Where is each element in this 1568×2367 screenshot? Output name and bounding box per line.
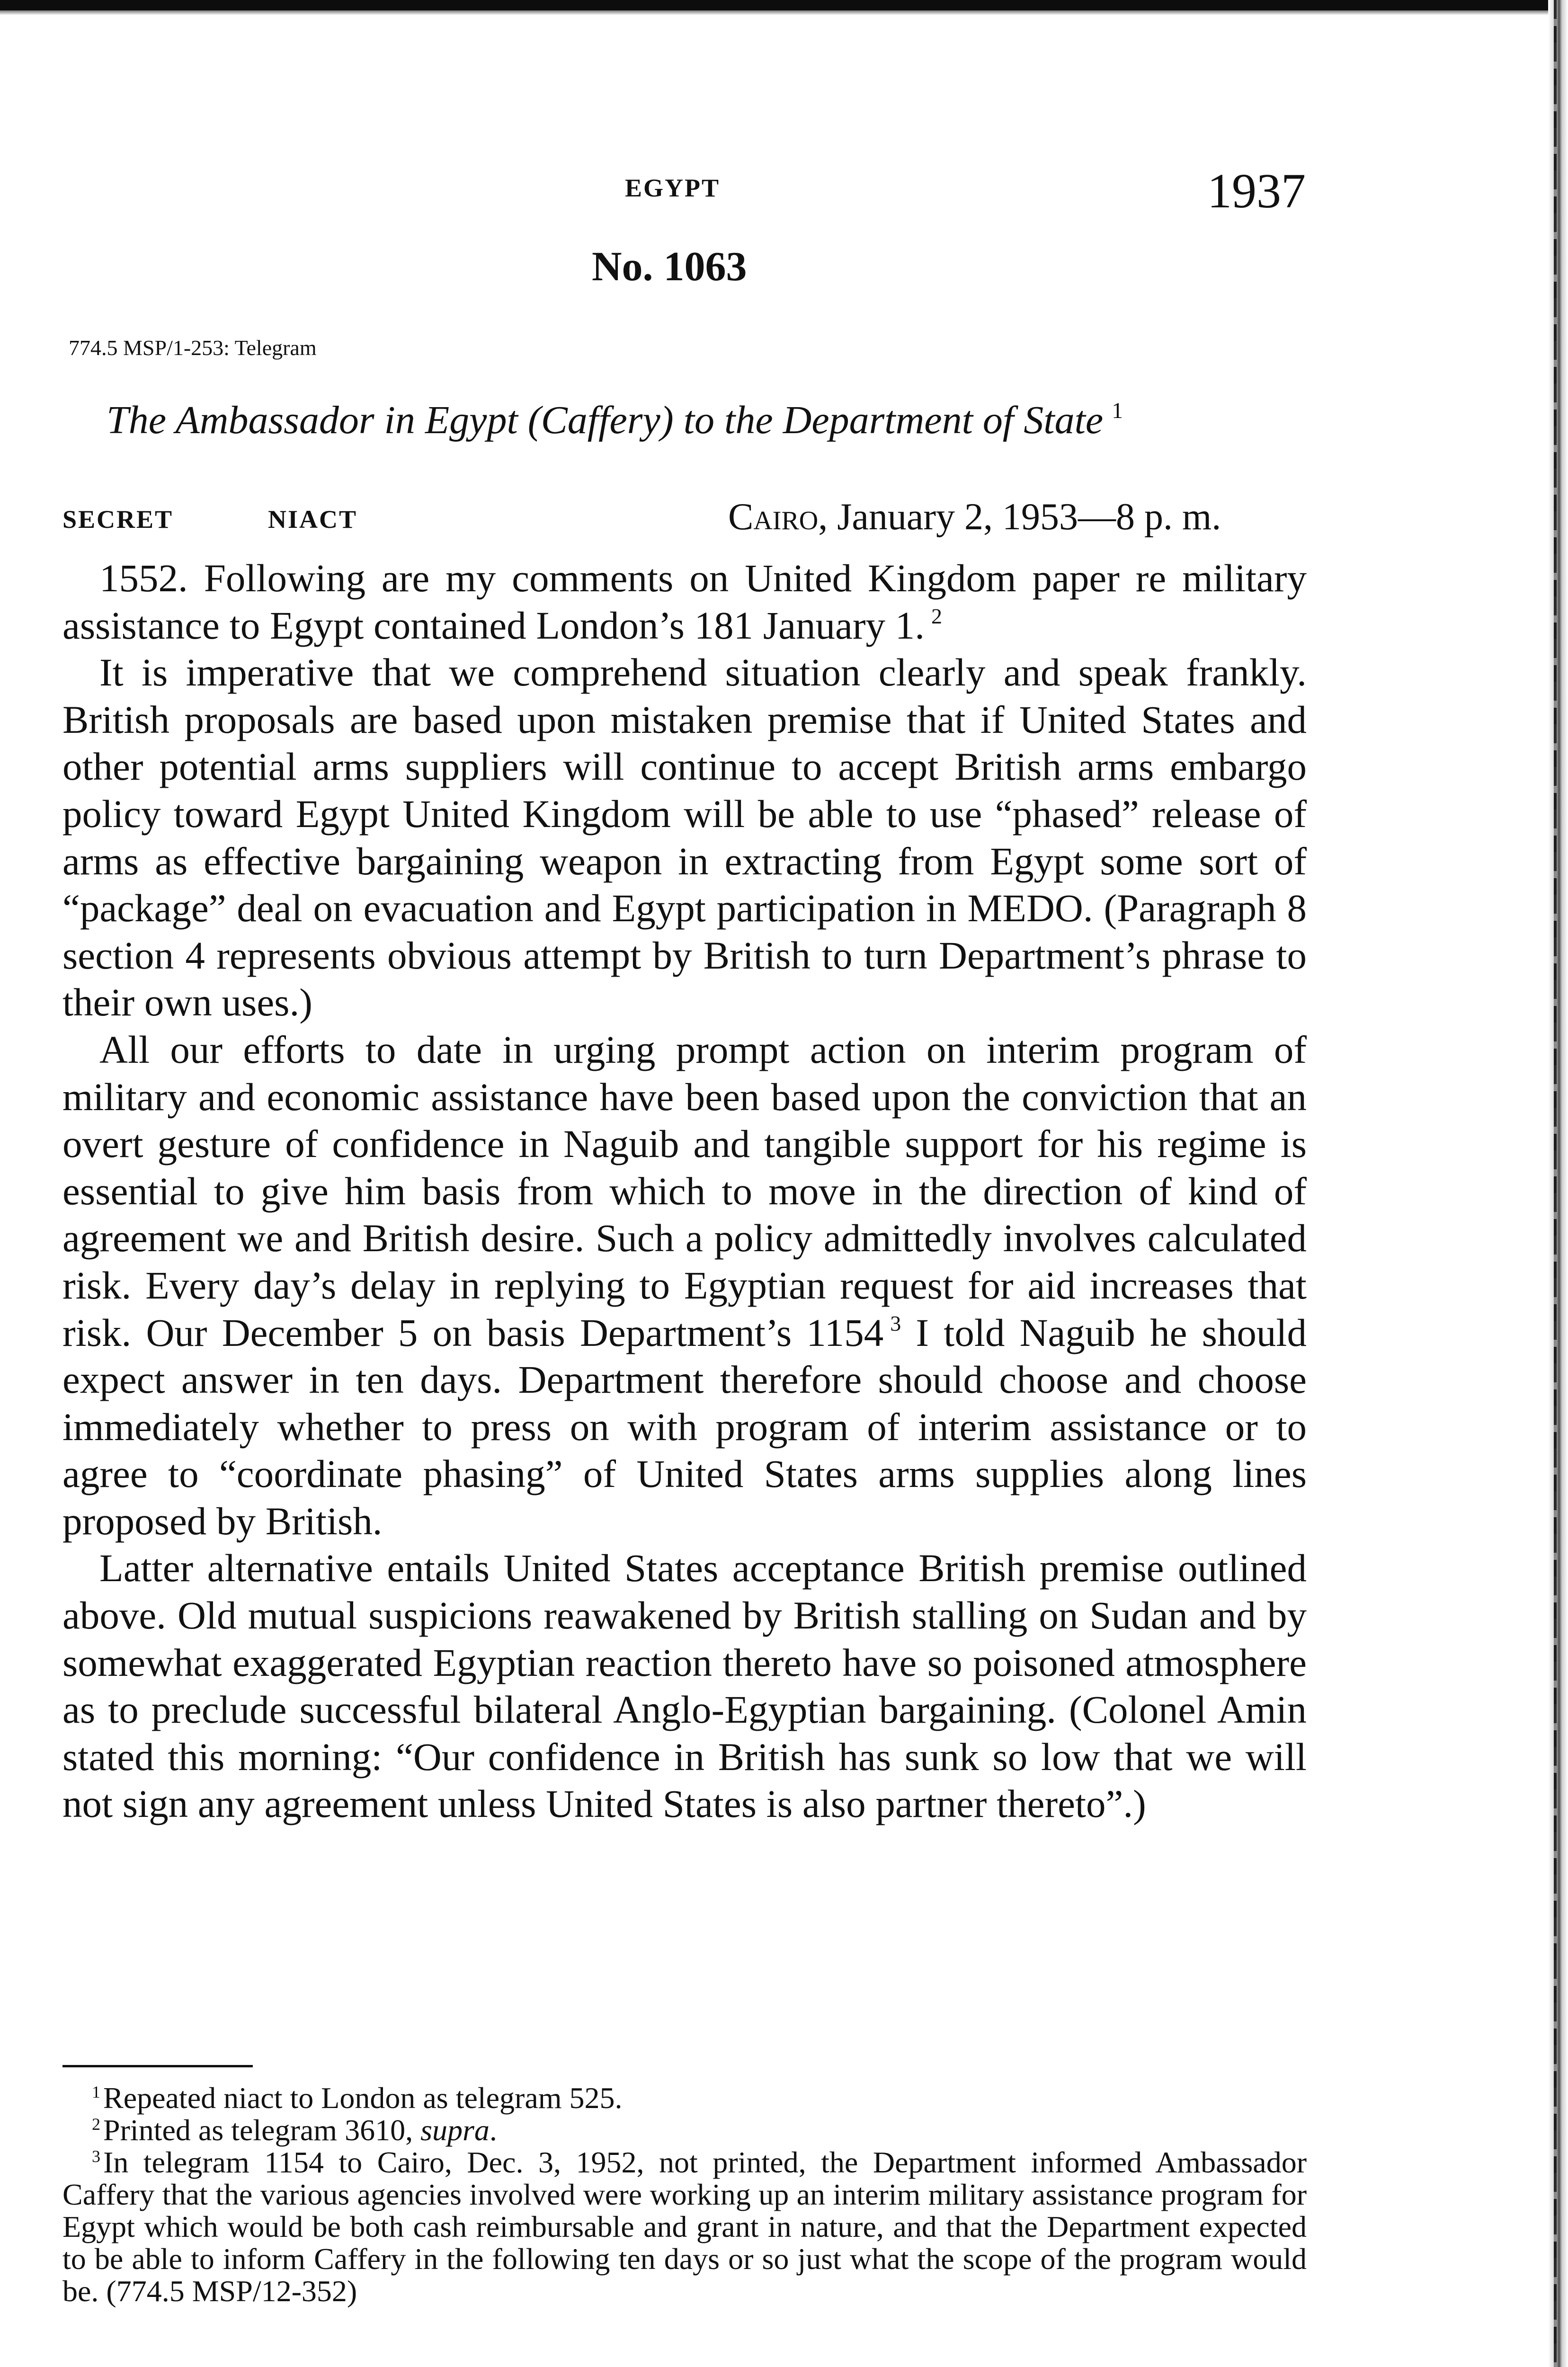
telegram-body (62, 555, 1307, 1828)
footnote-divider (62, 2065, 253, 2067)
footnote-2-after: . (489, 2113, 497, 2147)
paragraph-1-text: 1552. Following are my comments on United Kingdom paper re military assistance to Egypt contained London’s 181 January 1. (62, 556, 1307, 647)
paragraph-3 (62, 1026, 1307, 1545)
document-title (107, 397, 1337, 445)
footnote-ref-3: 3 (890, 1311, 901, 1335)
footnote-3 (62, 2146, 1307, 2307)
footnote-1-text: Repeated niact to London as telegram 525. (103, 2081, 623, 2115)
dateline-place: Cairo (728, 496, 819, 538)
paragraph-4 (62, 1545, 1307, 1828)
running-head: EGYPT (625, 174, 721, 202)
document-number: No. 1063 (592, 244, 747, 290)
footnote-2-italic: supra (420, 2113, 490, 2147)
scan-top-edge-shadow (0, 10, 1568, 15)
paragraph-3-text-b: I told Naguib he should expect answer in ten days. Department therefore should choose and choose immediately whether to press on with program of interim assistance or to agree to “coordinate phasing” of United States arms supplies along lines proposed by British. (62, 1310, 1307, 1543)
classification-label: SECRET (62, 505, 174, 534)
paragraph-2 (62, 649, 1307, 1026)
footnote-3-text: In telegram 1154 to Cairo, Dec. 3, 1952, not printed, the Department informed Ambassador Caffery that the various agencies involved were working up an interim military assistance program for Egypt which would be both cash reimbursable and grant in nature, and that the Department expected to be able to inform Caffery in the following ten days or so just what the scope of the program would be. (774.5 MSP/12-352) (62, 2145, 1307, 2308)
footnote-3-mark: 3 (92, 2147, 100, 2166)
footnote-ref-1: 1 (1112, 398, 1123, 423)
footnote-2 (62, 2114, 1307, 2146)
paragraph-1 (62, 555, 1307, 649)
footnote-2-mark: 2 (92, 2115, 100, 2134)
document-title-text: The Ambassador in Egypt (Caffery) to the Department of State (107, 398, 1104, 442)
footnote-ref-2: 2 (931, 604, 943, 628)
dateline-date: , January 2, 1953—8 p. m. (818, 496, 1221, 538)
paragraph-4-text: Latter alternative entails United States acceptance British premise outlined above. Old mutual suspicions reawakened by British stalling on Sudan and by somewhat exaggerated Egyptian reaction thereto have so poisoned atmosphere as to preclude successful bilateral Anglo-Egyptian bargaining. (Colonel Amin stated this morning: “Our confidence in British has sunk so low that we will not sign any agreement unless United States is also partner thereto”.) (62, 1546, 1307, 1826)
paragraph-3-text-a: All our efforts to date in urging prompt action on interim program of military and economic assistance have been based upon the conviction that an overt gesture of confidence in Naguib and tangible support for his regime is essential to give him basis from which to move in the direction of kind of agreement we and British desire. Such a policy admittedly involves calculated risk. Every day’s delay in replying to Egyptian request for aid increases that risk. Our December 5 on basis Department’s 1154 (62, 1027, 1307, 1354)
scan-right-edge (1548, 0, 1568, 2367)
footnote-1-mark: 1 (92, 2082, 100, 2101)
paragraph-2-text: It is imperative that we comprehend situation clearly and speak frankly. British proposals are based upon mistaken premise that if United States and other potential arms suppliers will continue to accept British arms embargo policy toward Egypt United Kingdom will be able to use “phased” release of arms as effective bargaining weapon in extracting from Egypt some sort of “package” deal on evacuation and Egypt participation in MEDO. (Paragraph 8 section 4 represents obvious attempt by British to turn Department’s phrase to their own uses.) (62, 650, 1307, 1024)
dateline (728, 498, 1221, 536)
scan-binding-edge (1554, 0, 1557, 2367)
footnote-2-text: Printed as telegram 3610, (103, 2113, 421, 2147)
footnotes (62, 2082, 1307, 2307)
scan-top-edge (0, 0, 1568, 10)
file-reference: 774.5 MSP/1-253: Telegram (69, 336, 317, 360)
page-number: 1937 (1207, 164, 1306, 218)
footnote-1 (62, 2082, 1307, 2114)
precedence-label: NIACT (268, 505, 358, 534)
